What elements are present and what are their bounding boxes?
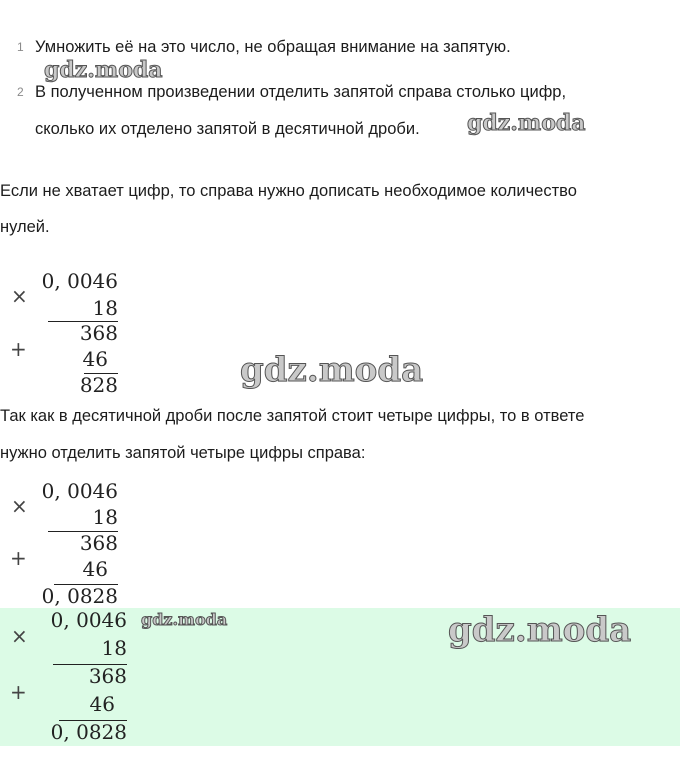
multiplicand: 0, 0046: [41, 479, 118, 503]
plus-sign: +: [10, 546, 27, 570]
watermark-4: gdz.moda: [141, 610, 228, 629]
partial-2: 46: [89, 692, 115, 716]
multiplicand: 0, 0046: [41, 269, 118, 293]
watermark-1: gdz.moda: [44, 57, 163, 83]
multiplier: 18: [101, 636, 127, 660]
partial-1: 368: [79, 531, 118, 555]
times-sign: ×: [11, 284, 28, 308]
result: 828: [79, 373, 118, 397]
multiplier: 18: [92, 505, 118, 529]
result: 0, 0828: [41, 584, 118, 608]
paragraph1-line2: нулей.: [0, 218, 50, 236]
plus-sign: +: [10, 680, 27, 704]
partial-1: 368: [88, 664, 127, 688]
watermark-3: gdz.moda: [240, 350, 424, 390]
partial-2: 46: [82, 347, 108, 371]
result: 0, 0828: [50, 720, 127, 744]
times-sign: ×: [11, 494, 28, 518]
step-number-2: 2: [17, 85, 24, 99]
partial-1: 368: [79, 321, 118, 345]
step-text-2-line2: сколько их отделено запятой в десятичной дроби.: [35, 120, 420, 138]
step-text-2-line1: В полученном произведении отделить запятой справа столько цифр,: [35, 83, 567, 101]
multiplicand: 0, 0046: [50, 608, 127, 632]
multiplier: 18: [92, 296, 118, 320]
plus-sign: +: [10, 337, 27, 361]
paragraph2-line2: нужно отделить запятой четыре цифры справа:: [0, 444, 366, 462]
step-text-1: Умножить её на это число, не обращая внимание на запятую.: [35, 38, 511, 56]
paragraph2-line1: Так как в десятичной дроби после запятой стоит четыре цифры, то в ответе: [0, 407, 585, 425]
paragraph1-line1: Если не хватает цифр, то справа нужно дописать необходимое количество: [0, 182, 577, 200]
partial-2: 46: [82, 557, 108, 581]
watermark-2: gdz.moda: [467, 110, 586, 136]
times-sign: ×: [11, 624, 28, 648]
watermark-5: gdz.moda: [448, 610, 632, 650]
step-number-1: 1: [17, 40, 24, 54]
